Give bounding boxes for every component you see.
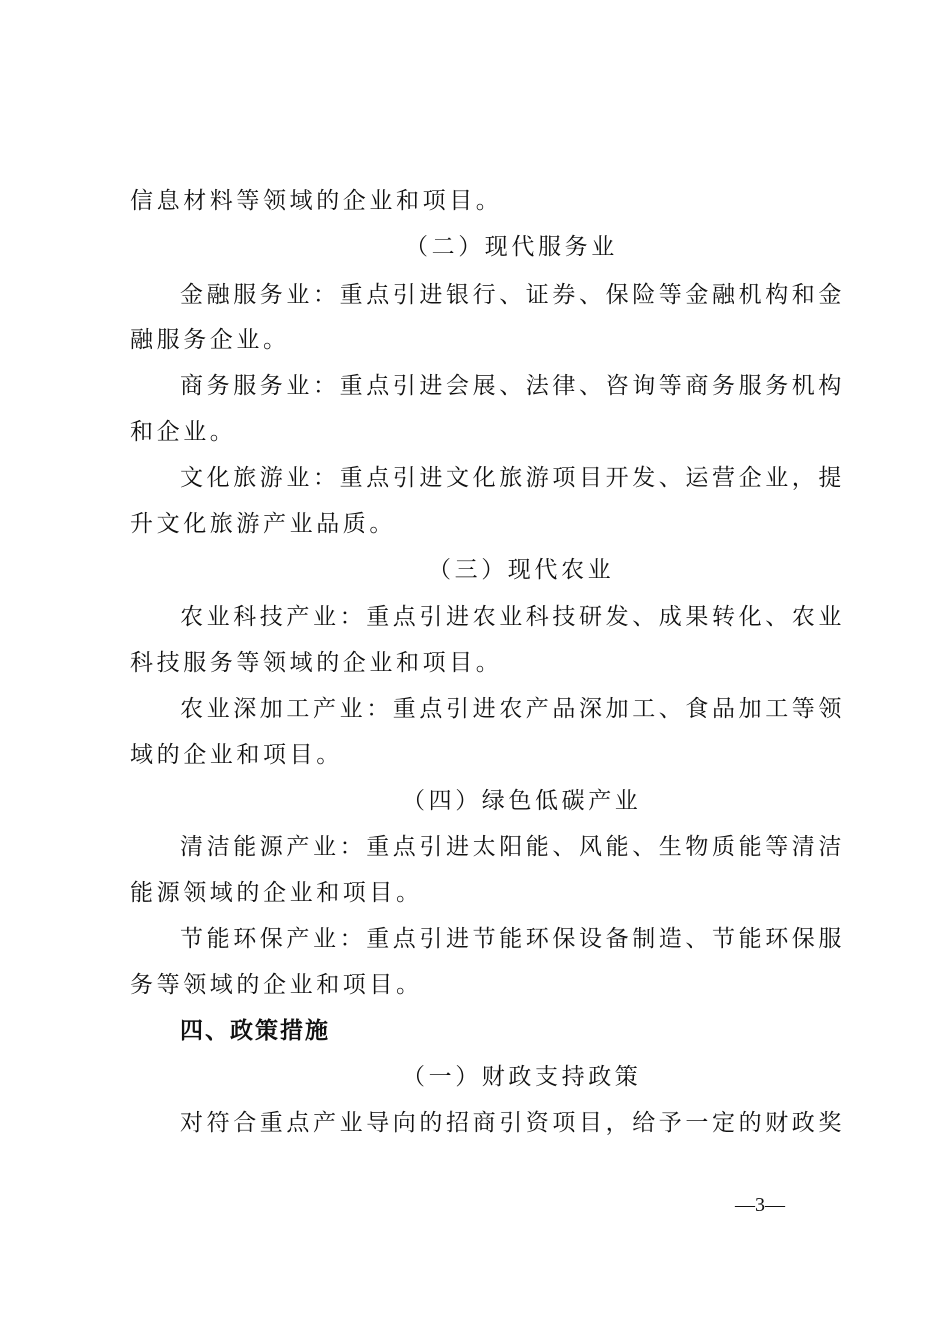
body-line: 农业科技产业：重点引进农业科技研发、成果转化、农业 xyxy=(180,604,845,630)
body-line: 文化旅游业：重点引进文化旅游项目开发、运营企业，提 xyxy=(180,465,845,491)
body-line: 域的企业和项目。 xyxy=(130,742,343,768)
body-line: 信息材料等领域的企业和项目。 xyxy=(130,188,503,214)
body-line: 对符合重点产业导向的招商引资项目，给予一定的财政奖 xyxy=(180,1110,845,1136)
subsection-heading-fiscal-support: （一）财政支持政策 xyxy=(402,1064,642,1090)
body-line: 农业深加工产业：重点引进农产品深加工、食品加工等领 xyxy=(180,696,845,722)
body-line: 务等领域的企业和项目。 xyxy=(130,972,423,998)
body-line: 节能环保产业：重点引进节能环保设备制造、节能环保服 xyxy=(180,926,845,952)
body-line: 能源领域的企业和项目。 xyxy=(130,880,423,906)
body-line: 和企业。 xyxy=(130,419,237,445)
body-line: 科技服务等领域的企业和项目。 xyxy=(130,650,503,676)
subsection-heading-modern-services: （二）现代服务业 xyxy=(405,234,618,260)
body-line: 金融服务业：重点引进银行、证券、保险等金融机构和金 xyxy=(180,282,845,308)
subsection-heading-green-low-carbon: （四）绿色低碳产业 xyxy=(402,788,642,814)
subsection-heading-modern-agriculture: （三）现代农业 xyxy=(428,557,615,583)
body-line: 升文化旅游产业品质。 xyxy=(130,511,396,537)
section-heading-policy-measures: 四、政策措施 xyxy=(180,1017,330,1044)
body-line: 商务服务业：重点引进会展、法律、咨询等商务服务机构 xyxy=(180,373,845,399)
body-line: 清洁能源产业：重点引进太阳能、风能、生物质能等清洁 xyxy=(180,834,845,860)
page-number: —3— xyxy=(735,1194,785,1216)
body-line: 融服务企业。 xyxy=(130,327,290,353)
